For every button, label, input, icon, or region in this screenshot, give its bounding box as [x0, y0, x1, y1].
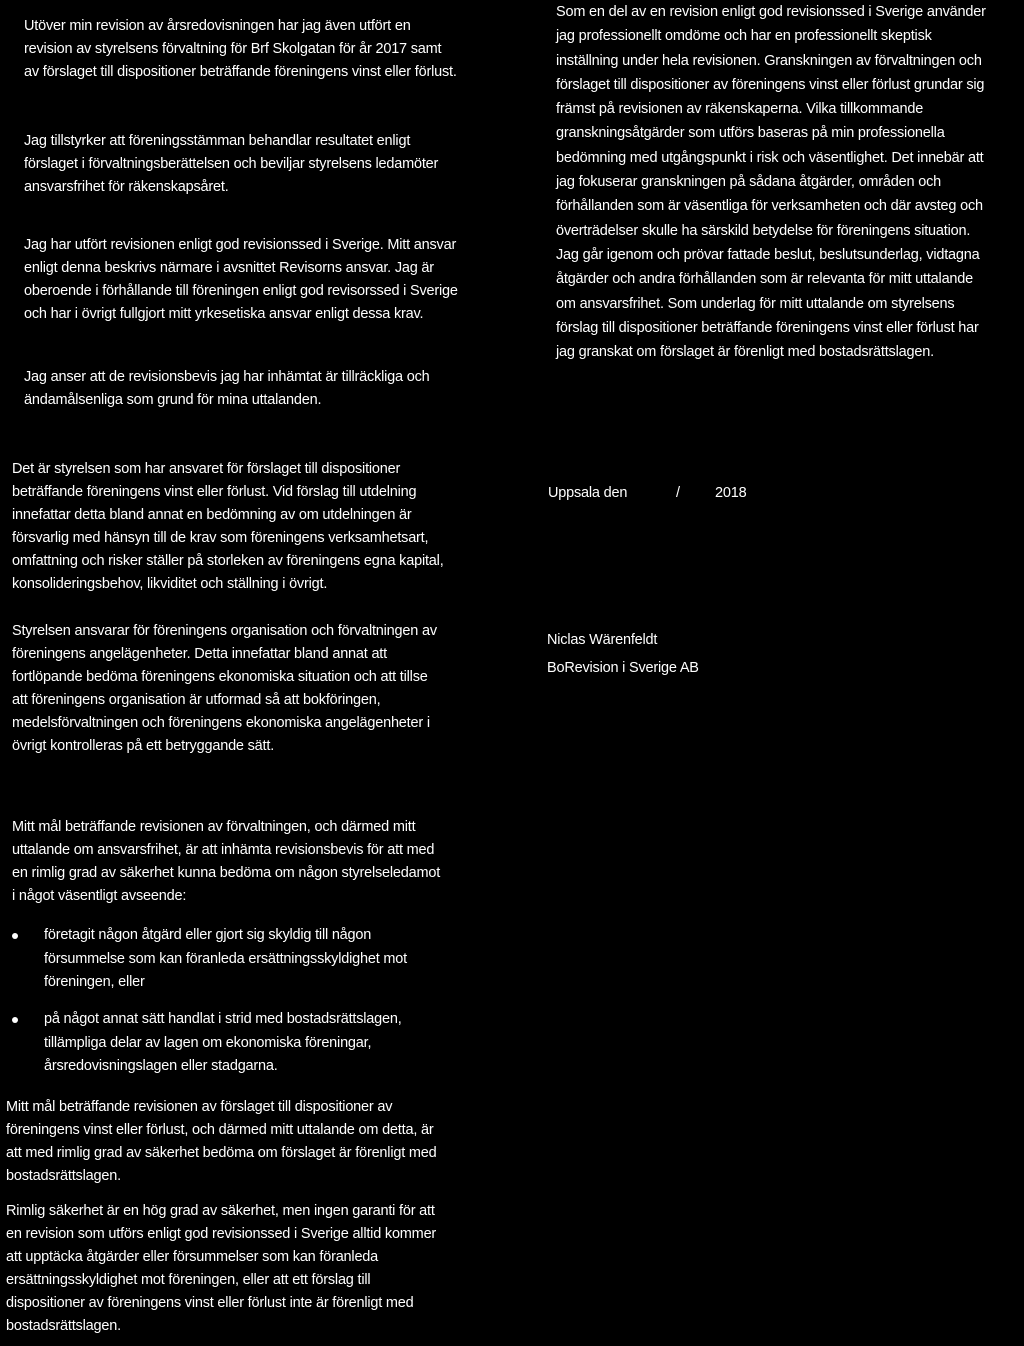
bullet-icon [12, 933, 18, 939]
text-line: Mitt mål beträffande revisionen av förvaltningen, och därmed mitt [12, 819, 416, 835]
text-line: medelsförvaltningen och föreningens ekonomiska angelägenheter i [12, 715, 430, 731]
paragraph-board-responsibility [12, 458, 444, 596]
text-line: försummelse som kan föranleda ersättningsskyldighet mot [44, 950, 407, 967]
signature-block [547, 626, 699, 682]
text-line: jag granskat om förslaget är förenligt med bostadsrättslagen. [556, 344, 934, 361]
text-line: omfattning och risker ställer på storleken av föreningens egna kapital, [12, 553, 444, 569]
text-line: fortlöpande bedöma föreningens ekonomiska situation och att tillse [12, 669, 428, 685]
text-line: ersättningsskyldighet mot föreningen, eller att ett förslag till [6, 1272, 371, 1288]
paragraph-basis [24, 234, 458, 326]
text-line: förslaget i förvaltningsberättelsen och beviljar styrelsens ledamöter [24, 156, 439, 172]
text-line: att upptäcka åtgärder eller försummelser som kan föranleda [6, 1249, 379, 1265]
text-line: innefattar detta bland annat en bedömning av om utdelningen är [12, 507, 412, 523]
signatory-name: Niclas Wärenfeldt [547, 632, 658, 648]
text-line: företagit någon åtgärd eller gjort sig skyldig till någon [44, 927, 372, 943]
text-line: inställning under hela revisionen. Granskningen av förvaltningen och [556, 52, 982, 69]
text-line: Som en del av en revision enligt god revisionssed i Sverige använder [556, 4, 986, 20]
text-line: föreningens angelägenheter. Detta innefattar bland annat att [12, 646, 387, 662]
text-line: om ansvarsfrihet. Som underlag för mitt uttalande om styrelsens [556, 295, 955, 312]
text-line: förhållanden som är väsentliga för verksamheten och där avsteg och [556, 198, 983, 215]
text-line: på något annat sätt handlat i strid med bostadsrättslagen, [44, 1011, 402, 1027]
date-place: Uppsala den [548, 485, 628, 501]
text-line: i något väsentligt avseende: [12, 888, 187, 904]
paragraph-objective-proposal [6, 1096, 436, 1188]
text-line: främst på revisionen av räkenskaperna. Vilka tillkommande [556, 101, 924, 118]
text-line: revision av styrelsens förvaltning för Brf Skolgatan för år 2017 samt [24, 41, 442, 57]
text-line: av förslaget till dispositioner beträffande föreningens vinst eller förlust. [24, 64, 457, 80]
paragraph-professional-judgement [556, 0, 986, 364]
text-line: beträffande föreningens vinst eller förlust. Vid förslag till utdelning [12, 484, 417, 500]
text-line: bedömning med utgångspunkt i risk och väsentlighet. Det innebär att [556, 149, 984, 166]
text-line: föreningen, eller [44, 974, 145, 990]
text-line: övrigt kontrolleras på ett betryggande sätt. [12, 738, 275, 754]
text-line: Utöver min revision av årsredovisningen har jag även utfört en [24, 18, 411, 34]
text-line: dispositioner av föreningens vinst eller förlust inte är förenligt med [6, 1295, 414, 1311]
text-line: Styrelsen ansvarar för föreningens organisation och förvaltningen av [12, 623, 437, 639]
text-line: försvarlig med hänsyn till de krav som föreningens verksamhetsart, [12, 530, 429, 546]
text-line: konsolideringsbehov, likviditet och ställning i övrigt. [12, 576, 328, 592]
text-line: Jag har utfört revisionen enligt god revisionssed i Sverige. Mitt ansvar [24, 237, 457, 253]
text-line: Mitt mål beträffande revisionen av förslaget till dispositioner av [6, 1099, 393, 1115]
text-line: oberoende i förhållande till föreningen enligt god revisorssed i Sverige [24, 283, 458, 299]
text-line: överträdelser skulle ha särskild betydelse för föreningens situation. [556, 222, 971, 239]
paragraph-reasonable-assurance [6, 1200, 436, 1338]
text-line: jag professionellt omdöme och har en professionellt skeptisk [556, 28, 932, 45]
text-line: en revision som utförs enligt god revisionssed i Sverige alltid kommer [6, 1226, 437, 1242]
text-line: Det är styrelsen som har ansvaret för förslaget till dispositioner [12, 461, 401, 477]
text-line: förslaget till dispositioner av föreningens vinst eller förlust grundar sig [556, 76, 985, 93]
bullet-icon [12, 1017, 18, 1023]
text-line: föreningens vinst eller förlust, och därmed mitt uttalande om detta, är [6, 1122, 434, 1138]
text-line: årsredovisningslagen eller stadgarna. [44, 1058, 278, 1074]
paragraph-evidence [24, 366, 430, 412]
text-line: Rimlig säkerhet är en hög grad av säkerhet, men ingen garanti för att [6, 1203, 435, 1219]
text-line: att föreningens organisation är utformad så att bokföringen, [12, 692, 381, 708]
text-line: att med rimlig grad av säkerhet bedöma om förslaget är förenligt med [6, 1145, 437, 1161]
text-line: enligt denna beskrivs närmare i avsnittet Revisorns ansvar. Jag är [24, 260, 434, 276]
text-line: ändamålsenliga som grund för mina uttalanden. [24, 392, 322, 408]
text-line: tillämpliga delar av lagen om ekonomiska föreningar, [44, 1034, 372, 1051]
text-line: åtgärder och andra förhållanden som är relevanta för mitt uttalande [556, 271, 974, 288]
paragraph-organisation [12, 620, 437, 758]
text-line: och har i övrigt fullgjort mitt yrkesetiska ansvar enligt dessa krav. [24, 306, 424, 322]
date-year: 2018 [715, 485, 747, 501]
paragraph-scope [24, 15, 457, 84]
text-line: granskningsåtgärder som utförs baseras på min professionella [556, 125, 945, 142]
text-line: jag fokuserar granskningen på sådana åtgärder, områden och [556, 174, 941, 191]
text-line: Jag anser att de revisionsbevis jag har inhämtat är tillräckliga och [24, 369, 430, 385]
paragraph-recommendation [24, 130, 438, 199]
text-line: uttalande om ansvarsfrihet, är att inhämta revisionsbevis för att med [12, 842, 435, 858]
text-line: en rimlig grad av säkerhet kunna bedöma om någon styrelseledamot [12, 865, 441, 881]
text-line: ansvarsfrihet för räkenskapsåret. [24, 179, 229, 195]
paragraph-objective-management [12, 816, 440, 908]
date-separator: / [676, 485, 680, 501]
text-line: bostadsrättslagen. [6, 1318, 121, 1334]
text-line: Jag går igenom och prövar fattade beslut, beslutsunderlag, vidtagna [556, 246, 980, 263]
text-line: bostadsrättslagen. [6, 1168, 121, 1184]
signatory-company: BoRevision i Sverige AB [547, 660, 699, 676]
date-line [548, 485, 808, 509]
text-line: förslag till dispositioner beträffande föreningens vinst eller förlust har [556, 319, 979, 336]
text-line: Jag tillstyrker att föreningsstämman behandlar resultatet enligt [24, 133, 411, 149]
